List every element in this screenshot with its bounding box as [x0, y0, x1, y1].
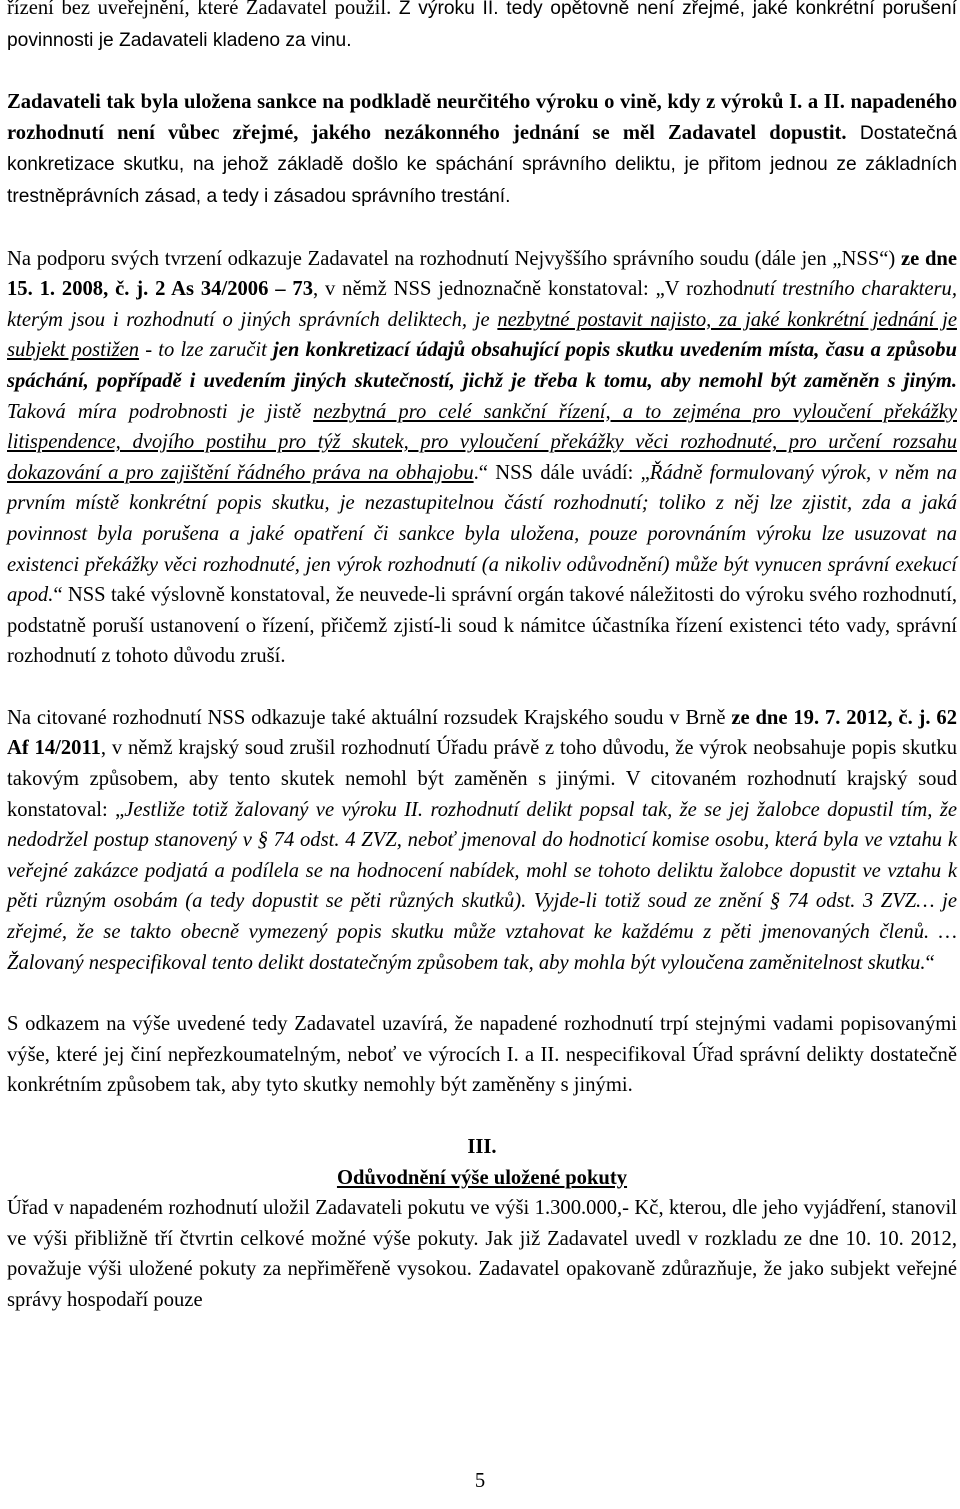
text-run: řízení bez uveřejnění, které Zadavatel použil. [7, 0, 399, 19]
quote-text: veřejné zakázce podjatá a podílela se na hodnocení nabídek, mohl se tohoto deliktu žalobce dopustit ve vztahu k [7, 859, 957, 882]
text-run: Na citované rozhodnutí NSS odkazuje také aktuální rozsudek Krajského soudu v Brně [7, 706, 732, 729]
case-reference: ze dne 19. 7. 2012, č. j. 62 Af 14/2011 [7, 706, 957, 760]
paragraph-regional-court [7, 703, 957, 978]
case-reference: ze dne 15. 1. 2008, č. j. 2 As 34/2006 – 73 [7, 247, 957, 301]
quote-text: pěti různým osobám (a tedy dopustit se pěti různých skutků). Vyjde-li totiž soud ze znění § 74 odst. 3 ZVZ… je zřejmé, že se takto obecně vymezený popis skutku může vztahovat ke každému z pěti jmenovaných členů. … Žalovaný nespecifikoval tento delikt dostatečným způsobem tak, aby mohla být vyloučena zaměnitelnost skutku. [7, 890, 957, 974]
quote-underlined: nezbytné postavit najisto, za jaké konkrétní jednání je subjekt postižen [7, 308, 957, 362]
paragraph-nss-citation [7, 244, 957, 672]
section-title: Odůvodnění výše uložené pokuty [336, 1166, 628, 1189]
text-run: Na podporu svých tvrzení odkazuje Zadavatel na rozhodnutí Nejvyššího správního soudu (dále jen „NSS“) [7, 247, 901, 270]
paragraph-intro-continuation [7, 0, 957, 56]
quote-underlined: nezbytná pro celé sankční řízení, a to zejména pro vyloučení překážky litispendence, dvojího postihu pro týž skutek, pro vyloučení překážky věci rozhodnuté, pro určení rozsahu dokazování a pro zajištění řádného práva na obhajobu [7, 400, 957, 484]
quote-text: Jestliže totiž žalovaný ve výroku II. rozhodnutí delikt popsal tak, že se jej žalobce dopustil tím, že nedodržel postup stanovený v § 74 odst. 4 ZVZ, neboť jmenoval do hodnoticí komise osobu, která byla ve vztahu k [7, 798, 957, 852]
section-number: III. [467, 1136, 497, 1158]
text-run: , v němž krajský soud zrušil rozhodnutí Úřadu právě z toho důvodu, že výrok neobsahuje popis skutku takovým způsobem, aby tento skutek nemohl být zaměněn s jinými. V citovaném rozhodnutí krajský soud konstatoval: „ [7, 737, 957, 821]
paragraph-sanction-indeterminate [7, 87, 957, 212]
document-page [7, 0, 957, 1316]
quote-text: Řádně formulovaný výrok, v něm na prvním místě konkrétní popis skutku, je nezastupitelnou částí rozhodnutí; toliko z něj lze zjistit, zda a jaká povinnost byla porušena a jaké opatření či sankce byla uložena, pouze porovnáním výroku lze usuzovat na existenci překážky věci rozhodnuté, jen výrok rozhodnutí (a nikoliv odůvodnění) může být vynucen správní exekucí apod. [7, 461, 957, 607]
text-run: Z výroku II. tedy opětovně není zřejmé, jaké konkrétní porušení povinnosti je Zadavateli kladeno za vinu. [7, 0, 957, 51]
page-number: 5 [474, 1470, 486, 1492]
text-run: Dostatečná konkretizace skutku, na jehož základě došlo ke spáchání správního deliktu, je přitom jednou ze základních trestněprávních zásad, a tedy i zásadou správního trestání. [7, 122, 957, 207]
text-run: “ [925, 951, 935, 974]
text-run: .“ NSS dále uvádí: „ [473, 461, 650, 484]
quote-bold: jen konkretizací údajů obsahující popis skutku uvedením místa, času a způsobu spáchání, popřípadě i uvedením jiných skutečností, jichž je třeba k tomu, aby nemohl být zaměněn s jiným. [7, 339, 958, 392]
paragraph-conclusion: S odkazem na výše uvedené tedy Zadavatel uzavírá, že napadené rozhodnutí trpí stejnými vadami popisovanými výše, které jej činí nepřezkoumatelným, neboť ve výrocích I. a II. nespecifikoval Úřad správní delikty dostatečně konkrétním způsobem tak, aby tyto skutky nemohly být zaměněny s jinými. [7, 1013, 957, 1097]
text-run: “ NSS také výslovně konstatoval, že neuvede-li správní orgán takové náležitosti do výroku svého rozhodnutí, podstatně poruší ustanovení o řízení, přičemž zjistí-li soud k námitce účastníka řízení existenci této vady, správní rozhodnutí z tohoto důvodu zruší. [7, 584, 957, 668]
paragraph-fine-reasoning: Úřad v napadeném rozhodnutí uložil Zadavateli pokutu ve výši 1.300.000,- Kč, kterou, dle jeho vyjádření, stanovil ve výši přibližně tří čtvrtin celkové možné výše pokuty. Jak již Zadavatel uvedl v rozkladu ze dne 10. 10. 2012, považuje výši uložené pokuty za nepřiměřeně vysokou. Zadavatel opakovaně zdůrazňuje, že jako subjekt veřejné správy hospodaří pouze [7, 1197, 957, 1311]
quote-text: nutí trestního charakteru, kterým jsou i rozhodnutí o jiných správních deliktech, je [7, 278, 957, 331]
bold-statement: Zadavateli tak byla uložena sankce na podkladě neurčitého výroku o vině, kdy z výroků I. a II. napadeného rozhodnutí není vůbec zřejmé, jakého nezákonného jednání se měl Zadavatel dopustit. [7, 91, 957, 144]
quote-text: Taková míra podrobnosti je jistě [7, 400, 314, 423]
text-run: , v němž NSS jednoznačně konstatoval: „V rozhod [313, 278, 744, 301]
quote-text: - to lze zaručit [139, 339, 274, 362]
